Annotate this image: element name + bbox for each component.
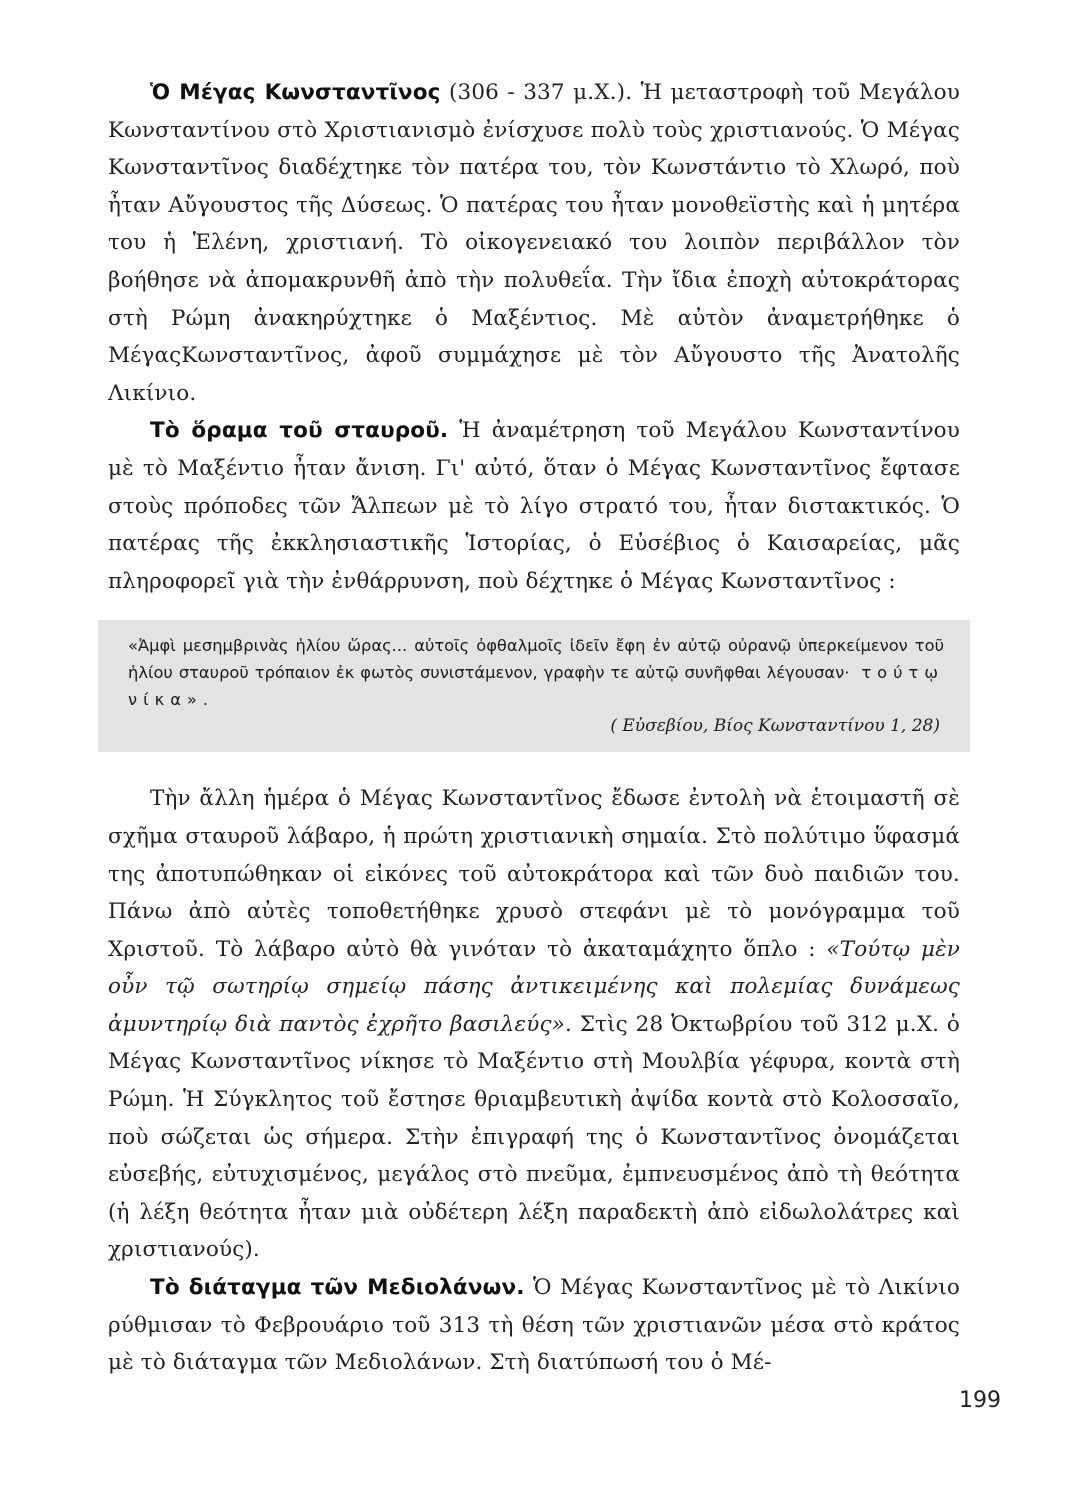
paragraph-constantine [108, 74, 960, 412]
quote-spaced-words: τούτῳ νίκα» [128, 663, 944, 710]
quote-text [128, 632, 944, 713]
quote-source: ( Εὐσεβίου, Βίος Κωνσταντίνου 1, 28) [610, 716, 940, 737]
heading-constantine: Ὁ Μέγας Κωνσταντῖνος [150, 80, 441, 105]
page-content [108, 74, 960, 1382]
paragraph-constantine-text: (306 - 337 μ.Χ.). Ἡ μεταστροφὴ τοῦ Μεγάλου Κωνσταντίνου στὸ Χριστιανισμὸ ἐνίσχυσε πολὺ τοὺς χριστιανούς. Ὁ Μέγας Κωνσταντῖνος διαδέχτηκε τὸν πατέρα του, τὸν Κωνστάντιο τὸ Χλωρό, ποὺ ἦταν Αὔγουστος τῆς Δύσεως. Ὁ πατέρας του ἦταν μονοθεϊστὴς καὶ ἡ μητέρα του ἡ Ἑλένη, χριστιανή. Τὸ οἰκογενειακό του λοιπὸν περιβάλλον τὸν βοήθησε νὰ ἀπομακρυνθῆ ἀπὸ τὴν πολυθεΐα. Τὴν ἴδια ἐποχὴ αὐτοκράτορας στὴ Ρώμη ἀνακηρύχτηκε ὁ Μαξέντιος. Μὲ αὐτὸν ἀναμετρήθηκε ὁ ΜέγαςΚωνσταντῖνος, ἀφοῦ συμμάχησε μὲ τὸν Αὔγουστο τῆς Ἀνατολῆς Λικίνιο. [108, 80, 960, 406]
quote-end: . [202, 690, 209, 710]
page-number: 199 [959, 1388, 1001, 1413]
paragraph-vision-text: Ἡ ἀναμέτρηση τοῦ Μεγάλου Κωνσταντίνου μὲ τὸ Μαξέντιο ἦταν ἄνιση. Γι' αὐτό, ὅταν ὁ Μέγας Κωνσταντῖνος ἔφτασε στοὺς πρόποδες τῶν Ἄλπεων μὲ τὸ λίγο στρατό του, ἦταν διστακτικός. Ὁ πατέρας τῆς ἐκκλησιαστικῆς Ἱστορίας, ὁ Εὐσέβιος ὁ Καισαρείας, μᾶς πληροφορεῖ γιὰ τὴν ἐνθάρρυνση, ποὺ δέχτηκε ὁ Μέγας Κωνσταντῖνος : [108, 418, 960, 594]
paragraph-labarum [108, 780, 960, 1269]
paragraph-labarum-text-after: . Στὶς 28 Ὀκτωβρίου τοῦ 312 μ.Χ. ὁ Μέγας Κωνσταντῖνος νίκησε τὸ Μαξέντιο στὴ Μουλβία γέφυρα, κοντὰ στὴ Ρώμη. Ἡ Σύγκλητος τοῦ ἔστησε θριαμβευτικὴ ἀψίδα κοντὰ στὸ Κολοσσαῖο, ποὺ σώζεται ὡς σήμερα. Στὴν ἐπιγραφή της ὁ Κωνσταντῖνος ὀνομάζεται εὐσεβής, εὐτυχισμένος, μεγάλος στὸ πνεῦμα, ἐμπνευσμένος ἀπὸ τὴ θεότητα (ἡ λέξη θεότητα ἦταν μιὰ οὐδέτερη λέξη παραδεκτὴ ἀπὸ εἰδωλολάτρες καὶ χριστιανούς). [108, 1011, 960, 1263]
paragraph-edict-text: Ὁ Μέγας Κωνσταντῖνος μὲ τὸ Λικίνιο ρύθμισαν τὸ Φεβρουάριο τοῦ 313 τὴ θέση τῶν χριστιανῶν μέσα στὸ κράτος μὲ τὸ διάταγμα τῶν Μεδιολάνων. Στὴ διατύπωσή του ὁ Μέ- [108, 1275, 960, 1376]
heading-vision: Τὸ ὅραμα τοῦ σταυροῦ. [150, 418, 449, 444]
paragraph-labarum-text: Τὴν ἄλλη ἡμέρα ὁ Μέγας Κωνσταντῖνος ἔδωσε ἐντολὴ νὰ ἑτοιμαστῆ σὲ σχῆμα σταυροῦ λάβαρο, ἡ πρώτη χριστιανικὴ σημαία. Στὸ πολύτιμο ὕφασμά της ἀποτυπώθηκαν οἱ εἰκόνες τοῦ αὐτοκράτορα καὶ τῶν δυὸ παιδιῶν του. Πάνω ἀπὸ αὐτὲς τοποθετήθηκε χρυσὸ στεφάνι μὲ τὸ μονόγραμμα τοῦ Χριστοῦ. Τὸ λάβαρο αὐτὸ θὰ γινόταν τὸ ἀκαταμάχητο ὅπλο : [108, 786, 960, 962]
quote-body: «Ἀμφὶ μεσημβρινὰς ἡλίου ὥρας... αὐτοῖς ὀφθαλμοῖς ἰδεῖν ἔφη ἐν αὐτῷ οὐρανῷ ὑπερκείμενον τοῦ ἡλίου σταυροῦ τρόπαιον ἐκ φωτὸς συνιστάμενον, γραφὴν τε αὐτῷ συνῆφθαι λέγουσαν· [128, 636, 944, 683]
paragraph-edict [108, 1269, 960, 1382]
paragraph-vision [108, 412, 960, 600]
paragraph-labarum-quote: «Τούτῳ μὲν οὖν τῷ σωτηρίῳ σημείῳ πάσης ἀντικειμένης καὶ πολεμίας δυνάμεως ἀμυντηρίῳ διὰ παντὸς ἐχρῆτο βασιλεύς» [108, 936, 960, 1037]
heading-edict: Τὸ διάταγμα τῶν Μεδιολάνων. [150, 1275, 525, 1301]
quote-block [98, 620, 970, 752]
